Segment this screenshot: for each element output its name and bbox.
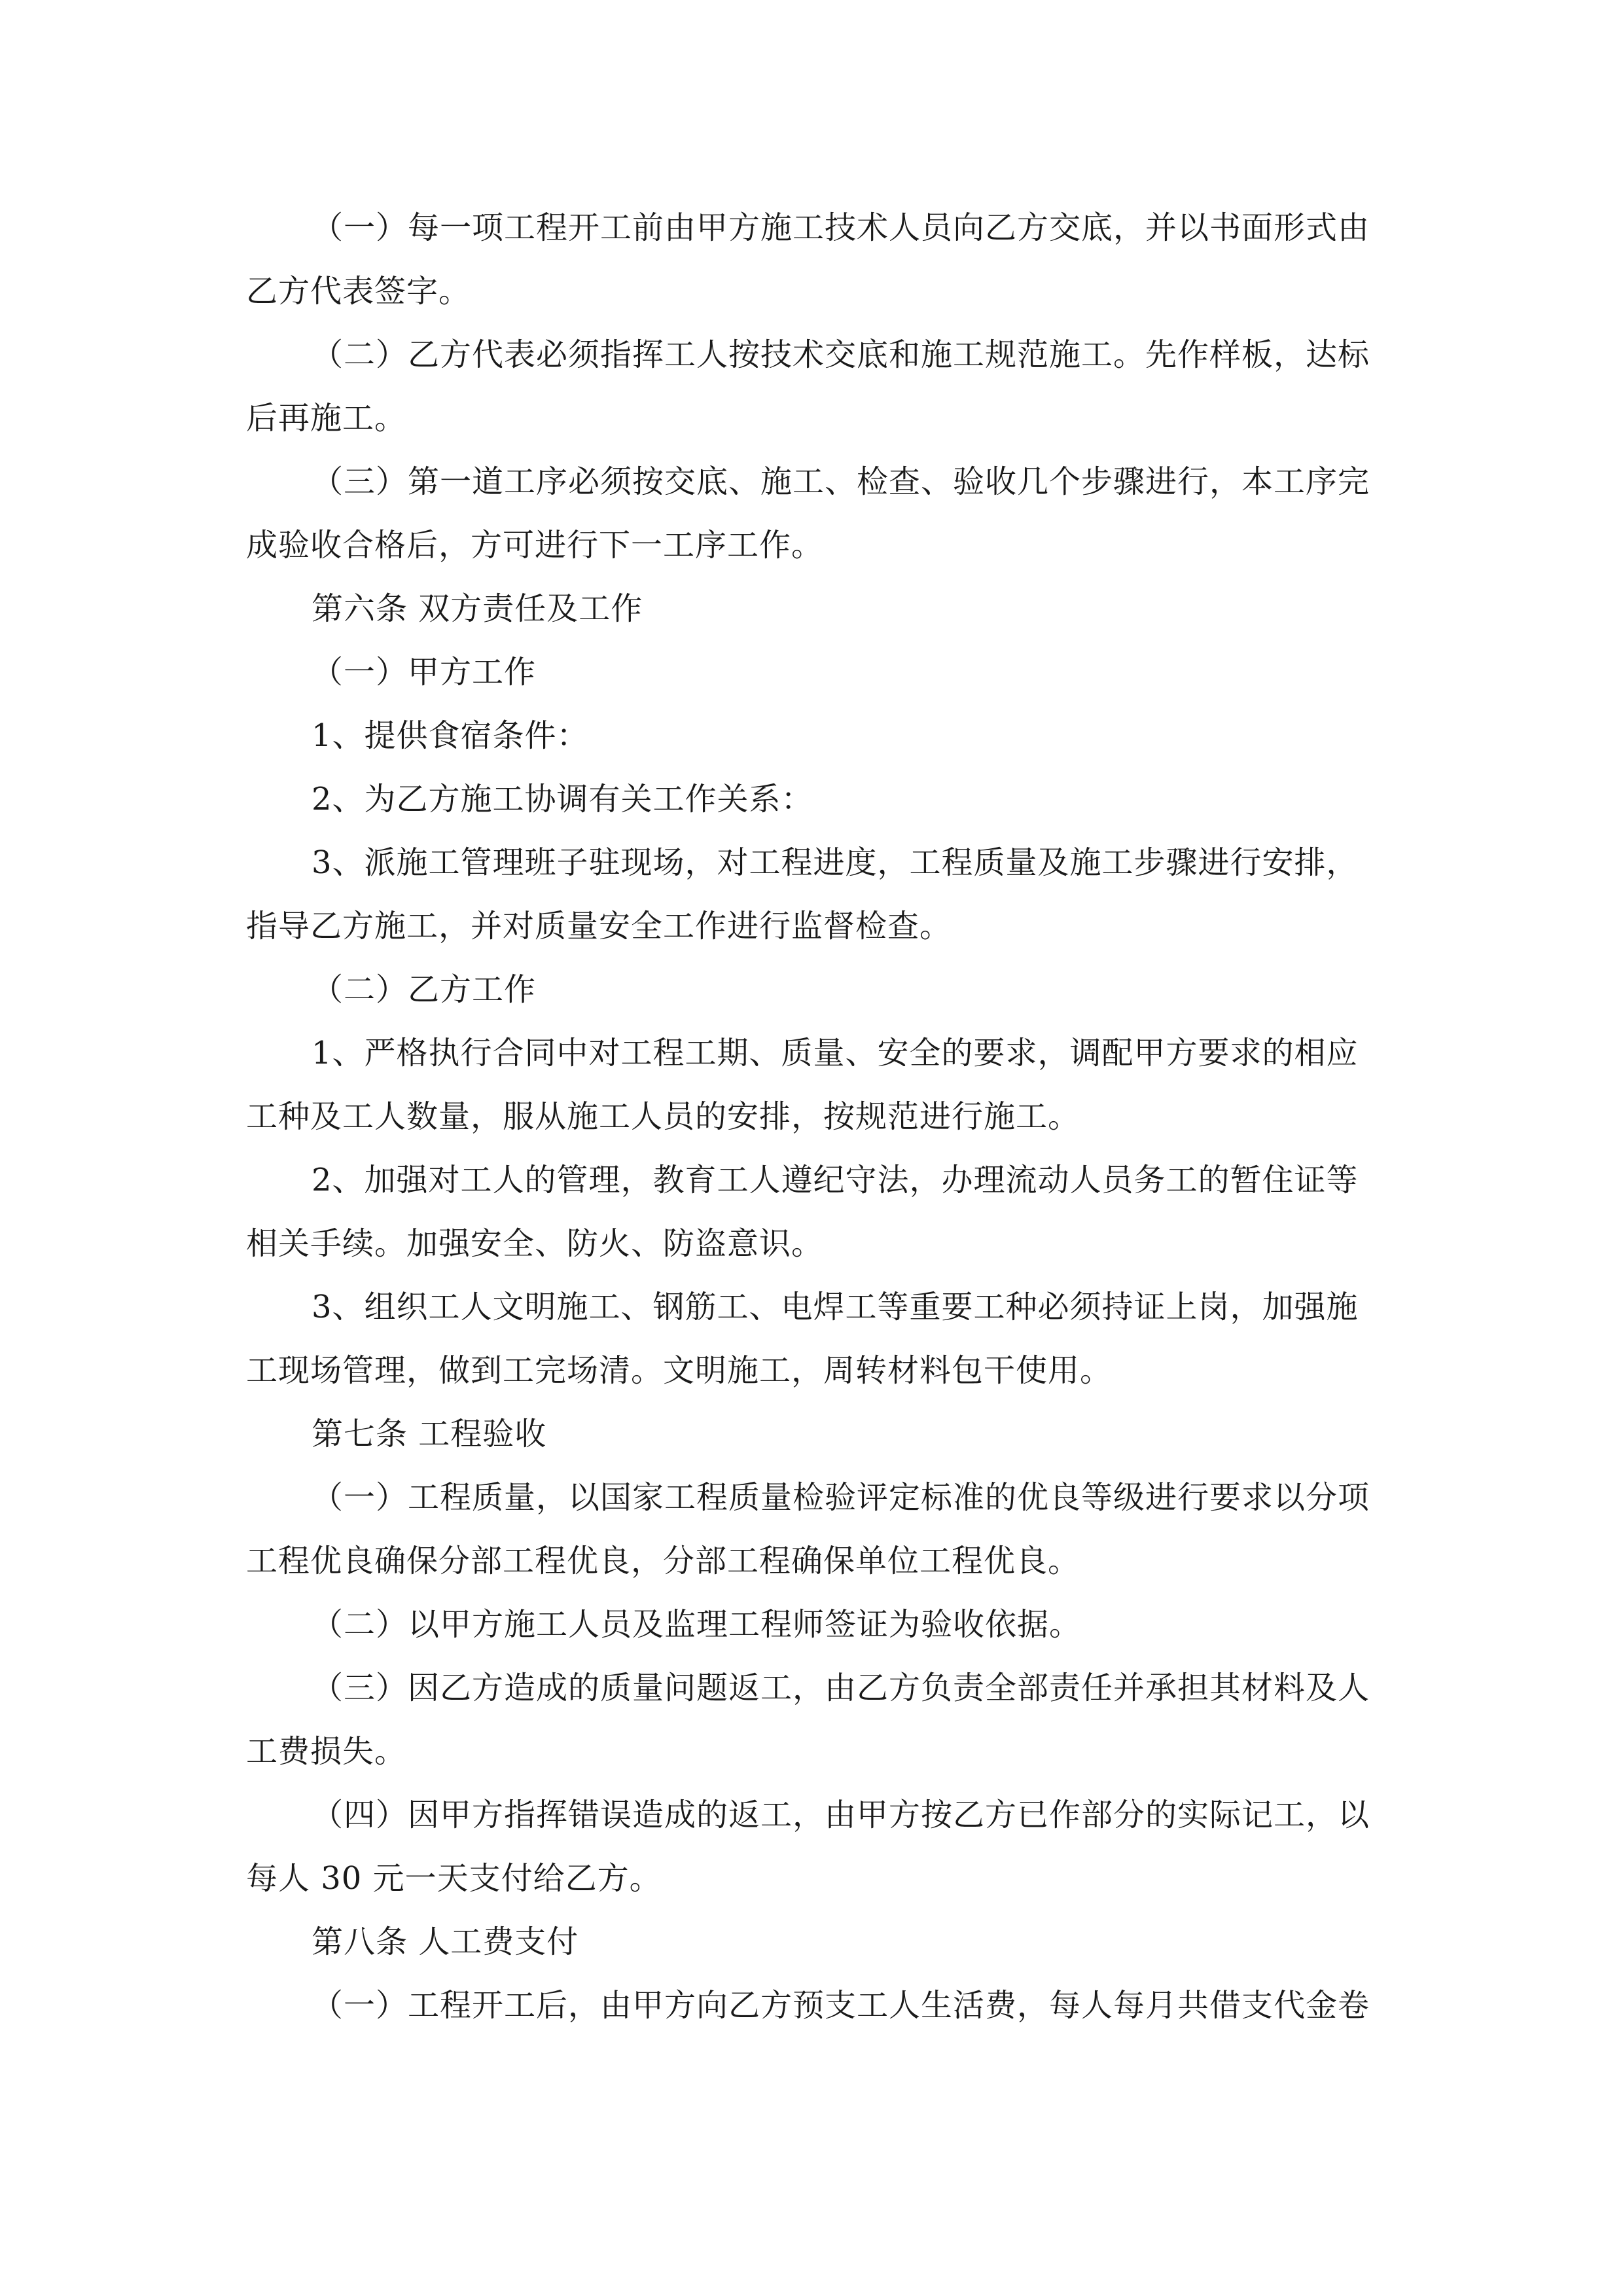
document-body [246,196,1378,2037]
paragraph-line: （三）第一道工序必须按交底、施工、检查、验收几个步骤进行，本工序完 [312,463,1370,500]
paragraph-line: （四）因甲方指挥错误造成的返工，由甲方按乙方已作部分的实际记工，以 [312,1797,1370,1833]
paragraph-line: 相关手续。加强安全、防火、防盗意识。 [246,1225,824,1262]
paragraph-line: （一）每一项工程开工前由甲方施工技术人员向乙方交底，并以书面形式由 [312,209,1370,246]
paragraph-line: 乙方代表签字。 [246,273,471,310]
paragraph-line: （一）工程开工后，由甲方向乙方预支工人生活费，每人每月共借支代金卷 [312,1987,1370,2024]
subsection-heading: （二）乙方工作 [312,971,537,1008]
subsection-heading: （一）甲方工作 [312,654,537,691]
list-item: 2、为乙方施工协调有关工作关系： [312,781,813,817]
section-heading: 第八条 人工费支付 [312,1924,579,1960]
section-heading: 第七条 工程验收 [312,1416,547,1452]
paragraph-line: 工现场管理，做到工完场清。文明施工，周转材料包干使用。 [246,1352,1113,1389]
paragraph-line: 指导乙方施工，并对质量安全工作进行监督检查。 [246,908,952,944]
list-item: 2、加强对工人的管理，教育工人遵纪守法，办理流动人员务工的暂住证等 [312,1162,1359,1198]
paragraph-line: 工费损失。 [246,1733,407,1770]
paragraph-line: （二）乙方代表必须指挥工人按技术交底和施工规范施工。先作样板，达标 [312,336,1370,373]
paragraph-line: 工种及工人数量，服从施工人员的安排，按规范进行施工。 [246,1098,1080,1135]
paragraph-line: （一）工程质量，以国家工程质量检验评定标准的优良等级进行要求以分项 [312,1479,1370,1516]
paragraph-line: 后再施工。 [246,400,407,437]
paragraph-line: 每人 30 元一天支付给乙方。 [246,1860,662,1897]
paragraph-line: 成验收合格后，方可进行下一工序工作。 [246,527,824,564]
list-item: 3、派施工管理班子驻现场，对工程进度，工程质量及施工步骤进行安排， [312,844,1359,881]
paragraph-line: 工程优良确保分部工程优良，分部工程确保单位工程优良。 [246,1543,1080,1579]
section-heading: 第六条 双方责任及工作 [312,590,643,627]
paragraph-line: （三）因乙方造成的质量问题返工，由乙方负责全部责任并承担其材料及人 [312,1670,1370,1706]
list-item: 3、组织工人文明施工、钢筋工、电焊工等重要工种必须持证上岗，加强施 [312,1289,1359,1325]
list-item: 1、提供食宿条件： [312,717,589,754]
paragraph-line: （二）以甲方施工人员及监理工程师签证为验收依据。 [312,1606,1082,1643]
list-item: 1、严格执行合同中对工程工期、质量、安全的要求，调配甲方要求的相应 [312,1035,1359,1071]
